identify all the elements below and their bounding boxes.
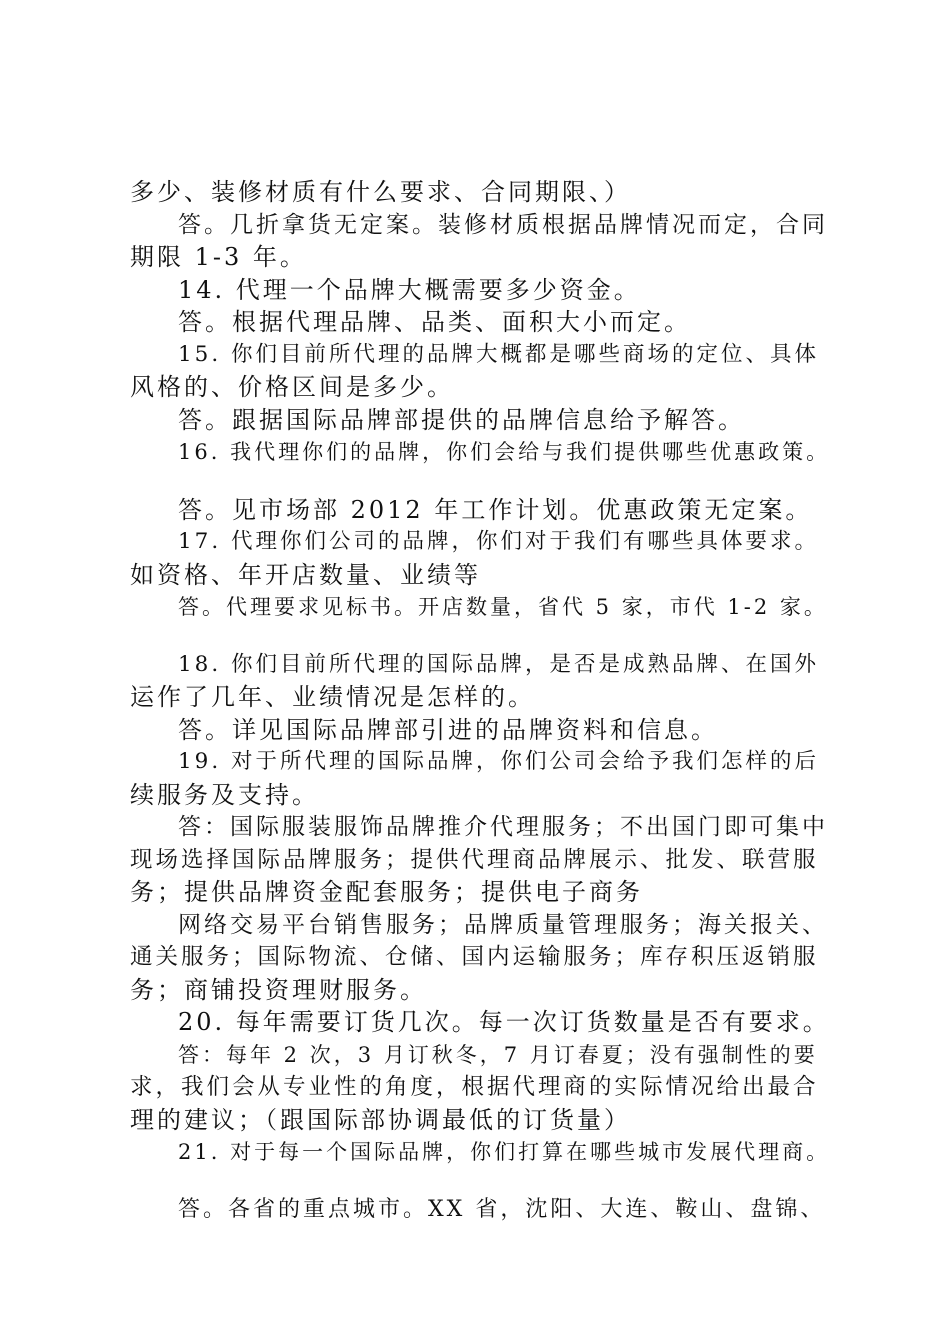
- text-line: 通关服务；国际物流、仓储、国内运输服务；库存积压返销服: [130, 944, 819, 970]
- question-line: 15. 你们目前所代理的品牌大概都是哪些商场的定位、具体: [178, 341, 820, 367]
- text-line: 多少、装修材质有什么要求、合同期限、）: [130, 178, 631, 206]
- answer-line: 答。详见国际品牌部引进的品牌资料和信息。: [178, 715, 718, 744]
- document-body: [130, 176, 830, 1226]
- text-line: 如资格、年开店数量、业绩等: [130, 560, 481, 589]
- answer-line: 答。根据代理品牌、品类、面积大小而定。: [178, 308, 691, 336]
- paragraph-gap: [130, 469, 830, 494]
- answer-line: 答：每年 2 次，3 月订秋冬，7 月订春夏；没有强制性的要: [178, 1042, 818, 1067]
- answer-line: 答。跟据国际品牌部提供的品牌信息给予解答。: [178, 405, 745, 434]
- question-line: 20. 每年需要订货几次。每一次订货数量是否有要求。: [178, 1008, 830, 1036]
- answer-line: 答：国际服装服饰品牌推介代理服务；不出国门即可集中: [178, 814, 828, 840]
- text-line: 运作了几年、业绩情况是怎样的。: [130, 683, 535, 711]
- question-line: 14. 代理一个品牌大概需要多少资金。: [178, 275, 641, 304]
- text-line: 求，我们会从专业性的角度，根据代理商的实际情况给出最合: [130, 1074, 819, 1100]
- text-line: 续服务及支持。: [130, 780, 319, 809]
- question-line: 21. 对于每一个国际品牌，你们打算在哪些城市发展代理商。: [178, 1140, 831, 1164]
- question-line: 18. 你们目前所代理的国际品牌，是否是成熟品牌、在国外: [178, 651, 820, 677]
- text-line: 期限 1-3 年。: [130, 243, 307, 271]
- text-line: 理的建议；（跟国际部协调最低的订货量）: [130, 1105, 631, 1134]
- paragraph-gap: [130, 624, 830, 649]
- question-line: 17. 代理你们公司的品牌，你们对于我们有哪些具体要求。: [178, 529, 820, 554]
- text-line: 现场选择国际品牌服务；提供代理商品牌展示、批发、联营服: [130, 846, 819, 873]
- question-line: 16. 我代理你们的品牌，你们会给与我们提供哪些优惠政策。: [178, 440, 831, 464]
- text-line: 务；提供品牌资金配套服务；提供电子商务: [130, 878, 643, 906]
- text-line: 网络交易平台销售服务；品牌质量管理服务；海关报关、: [178, 911, 828, 938]
- answer-line: 答。各省的重点城市。XX 省，沈阳、大连、鞍山、盘锦、: [178, 1196, 826, 1222]
- text-line: 风格的、价格区间是多少。: [130, 373, 454, 401]
- paragraph-gap: [130, 1169, 830, 1194]
- text-line: 务；商铺投资理财服务。: [130, 975, 427, 1004]
- answer-line: 答。见市场部 2012 年工作计划。优惠政策无定案。: [178, 495, 813, 524]
- answer-line: 答。代理要求见标书。开店数量，省代 5 家，市代 1-2 家。: [178, 595, 828, 619]
- question-line: 19. 对于所代理的国际品牌，你们公司会给予我们怎样的后: [178, 749, 820, 774]
- answer-line: 答。几折拿货无定案。装修材质根据品牌情况而定，合同: [178, 211, 828, 238]
